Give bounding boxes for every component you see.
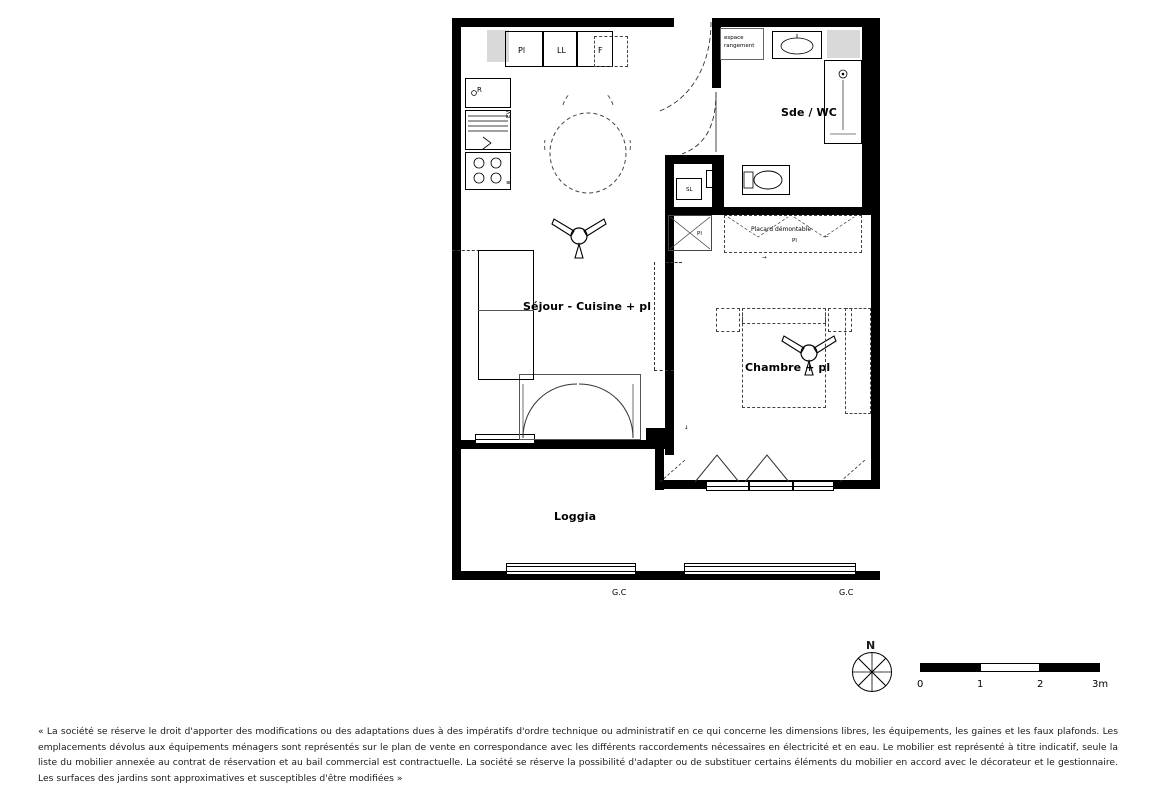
washbasin-icon [772,31,822,59]
wall-right-outer [871,18,880,488]
arrow-hall: → [762,255,767,261]
room-label-chambre: Chambre + pl [745,361,831,374]
window-loggia-right-line2 [684,571,856,572]
label-pl-demontable: Pl [792,238,797,244]
dining-table [533,95,643,205]
closet-hall-cross [668,215,712,251]
sink-icon [465,78,511,108]
window-loggia-right-line1 [684,566,856,567]
bed-headboard [742,308,826,324]
compass-rose [845,639,899,699]
hood-icon [465,110,511,150]
wall-center-vertical [665,155,674,455]
hatch-sdb-top [827,30,860,58]
room-label-sejour: Séjour - Cuisine + pl [523,300,652,313]
label-tri2: ≡ [506,180,511,186]
scale-tick-0: 0 [917,679,924,690]
chambre-soffit-vline [654,262,655,370]
window-loggia-right [684,563,856,575]
kitchen-counter-lower [478,250,534,380]
hall-door-swing [680,90,740,160]
label-sl: SL [686,187,693,193]
label-r: F [598,46,603,55]
sejour-window-frame [519,374,641,440]
label-gc-right: G.C [839,588,854,597]
scale-tick-3: 3m [1092,679,1109,690]
label-ev: R [477,86,482,94]
wall-top-left [452,18,674,27]
technical-duct-2 [706,170,724,188]
wall-top-right [712,18,880,27]
window-chambre-sill-line [706,486,834,487]
shower-icon [824,60,862,144]
closet-demountable-swings [724,215,862,253]
scale-tick-1: 1 [977,679,984,690]
label-f: LL [557,46,566,55]
room-label-loggia: Loggia [554,510,597,523]
compass-needle-icon [845,645,899,699]
scale-segment-3 [1040,663,1100,672]
label-espace-rangement-2: rangement [724,43,755,49]
label-tri: EV [506,110,512,118]
wall-left-outer [452,18,461,448]
window-loggia-left-line1 [506,566,636,567]
cooktop-icon [465,152,511,190]
wall-loggia-left [452,440,461,580]
scale-segment-2 [980,663,1040,672]
label-placard-demontable: Placard démontable [751,226,812,233]
chambre-soffit-line2 [654,370,674,371]
label-pl-hall: Pl [697,231,702,237]
window-loggia-left-line2 [506,571,636,572]
chambre-window-swings [655,440,880,485]
ceiling-fan-sejour-icon [548,205,610,260]
wall-sdb-right-stub [862,27,872,207]
scale-segment-1 [920,663,980,672]
label-gc-left: G.C [612,588,627,597]
wall-hall-left-stub [665,207,695,215]
label-espace-rangement-1: espace [724,35,744,41]
wall-hall-chambre [665,207,880,215]
arrow-sejour: ↓ [684,425,689,431]
compass-north-label: N [866,639,876,652]
arrow-closet: ← [824,234,829,240]
room-label-sde-wc: Sde / WC [781,106,837,119]
bedside-table-left [716,308,740,332]
label-ll: Pl [518,46,526,55]
chambre-soffit-line [666,262,682,263]
window-loggia-left [506,563,636,575]
scale-tick-2: 2 [1037,679,1044,690]
wardrobe-chambre [845,308,871,414]
wc-icon [742,165,790,195]
legal-disclaimer: « La société se réserve le droit d'apporter des modifications ou des adaptations dues à des impératifs d'ordre technique ou administratif en ce qui concerne les dimensions libres, les équipements, les gaines et les faux plafonds. Les emplacements dévolus aux équipements ménagers sont représentés sur le plan de vente en correspondance avec les différents raccordements nécessaires en électricité et en eau. Le mobilier est représenté à titre indicatif, seule la liste du mobilier annexée au contrat de réservation et au bail commercial est contractuelle. La société se réserve la possibilité d'adapter ou de substituer certains éléments du mobilier en accord avec le décorateur et le gestionnaire. Les surfaces des jardins sont approximatives et susceptibles d'être modifiées » [38,726,1118,784]
